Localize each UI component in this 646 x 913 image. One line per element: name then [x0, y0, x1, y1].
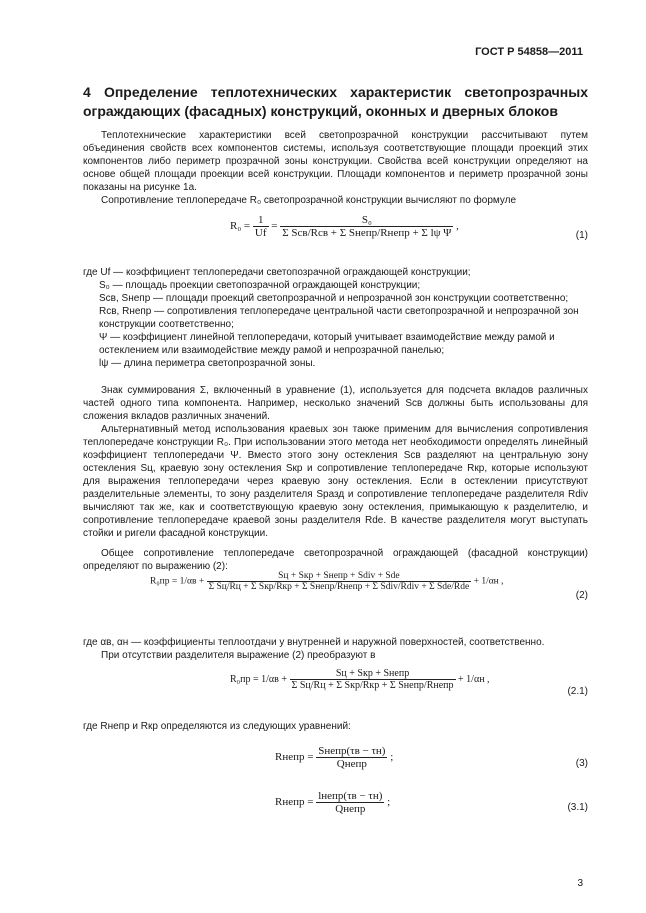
equation-number: (3.1) — [567, 802, 588, 813]
section-title: 4 Определение теплотехнических характеристик светопрозрачных ограждающих (фасадных) конструкций, оконных и дверных блоков — [83, 84, 588, 119]
fraction: $\frac{1}{Uf}$ — [254, 214, 267, 239]
definition-item: Rсв, Rнепр — сопротивления теплопередаче центральной части светопрозрачной и непрозрачной зон конструкции соответственно; — [99, 306, 579, 330]
definition-item: S₀ — площадь проекции светопозрачной ограждающей конструкции; — [99, 280, 421, 291]
equation-number: (2.1) — [567, 686, 588, 697]
fraction: $\frac{\text{lнепр(τв − τн)}}{\text{Qнепр}}$ — [318, 790, 383, 815]
definition-item: lψ — длина периметра светопрозрачной зоны. — [99, 358, 316, 369]
fraction: Sц + Sкр + Sнепр + Sdiv + Sde Σ Sц/Rц + Σ Sкр/Rкр + Σ Sнепр/Rнепр + Σ Sdiv/Rdiv + Σ Sde/Rde — [208, 571, 470, 592]
definition-item: Sсв, Sнепр — площади проекций светопрозрачной и непрозрачной зон конструкции соответственно; — [99, 293, 569, 304]
definitions-list — [83, 266, 588, 370]
equation-2-1: R₀пр = 1/αв + $\frac{\text{Sц + Sкр + Sнепр}}{\text{Σ Sц/Rц + Σ Sкр/Rкр + Σ Sнепр/Rнепр}}$ + 1/αн , — [230, 668, 490, 691]
equation-3: Rнепр = $\frac{\text{Sнепр(τв − τн)}}{\text{Qнепр}}$ ; — [275, 745, 394, 770]
fraction: $\frac{\text{Sц + Sкр + Sнепр}}{\text{Σ Sц/Rц + Σ Sкр/Rкр + Σ Sнепр/Rнепр}}$ — [291, 668, 454, 691]
paragraph: Альтернативный метод использования краевых зон также применим для вычисления сопротивления теплопередаче конструкции R₀. При использовании этого метода нет необходимости определять линейный коэффициент теплопередачи Ψ. Вместо этого зону остекления Sсв разделяют на центральную зону остекления Sц, краевую зону остекления Sкр и сопротивление теплопередаче Rкр, которые используют для выражения теплопередачи через краевую зону остекления. Если в остеклении присутствуют разделительные элементы, то зону разделителя Sразд и сопротивление теплопередаче разделителя Rdiv вычисляют так же, как и соответствующую краевую зону остекления, примыкающую к разделителю, и сопротивление теплопередаче краевой зоны разделителя Rde. В качестве разделителя могут выступать стойки и ригели фасадной конструкции. — [83, 424, 588, 539]
paragraph: Теплотехнические характеристики всей светопрозрачной конструкции рассчитывают путем объединения свойств всех компонентов системы, используя соответствующие площади проекций этих компонентов либо периметр прозрачной зоны конструкции. Свойства всей конструкции определяют на основе общей площади проекции всей конструкции. Площади компонентов и периметр прозрачной зоны показаны на рисунке 1а. — [83, 130, 588, 193]
definition-item: Ψ — коэффициент линейной теплопередачи, который учитывает взаимодействие между рамой и остеклением или взаимодействие между рамой и непрозрачной панелью; — [99, 332, 555, 356]
definition-item: где Uf — коэффициент теплопередачи светопозрачной ограждающей конструкции; — [83, 267, 471, 278]
fraction: $\frac{\text{Sнепр(τв − τн)}}{\text{Qнепр}}$ — [318, 745, 386, 770]
paragraph: где Rнепр и Rкр определяются из следующих уравнений: — [83, 721, 351, 732]
document-header: ГОСТ Р 54858—2011 — [475, 46, 583, 58]
equation-3-1: Rнепр = $\frac{\text{lнепр(τв − τн)}}{\text{Qнепр}}$ ; — [275, 790, 391, 815]
paragraph: Знак суммирования Σ, включенный в уравнение (1), используется для подсчета вкладов различных частей одного типа компонента. Например, несколько значений Sсв должны быть использованы для сложения вкладов различных значений. — [83, 385, 588, 422]
paragraph: Общее сопротивление теплопередаче светопрозрачной ограждающей (фасадной конструкции) определяют по выражению (2): — [83, 548, 588, 572]
page-number: 3 — [577, 878, 583, 889]
equation-number: (2) — [575, 590, 588, 601]
paragraph: Сопротивление теплопередаче R₀ светопрозрачной конструкции вычисляют по формуле — [101, 195, 517, 206]
paragraph: где αв, αн — коэффициенты теплоотдачи у внутренней и наружной поверхностей, соответственно. — [83, 637, 545, 648]
equation-1: R₀ = $\frac{1}{Uf}$ = $\frac{\text{S₀}}{\text{Σ Sсв/Rсв + Σ Sнепр/Rнепр + Σ lψ Ψ}}$ , — [230, 214, 459, 239]
equation-2: R₀пр = 1/αв + Sц + Sкр + Sнепр + Sdiv + Sde Σ Sц/Rц + Σ Sкр/Rкр + Σ Sнепр/Rнепр + Σ Sdiv/Rdiv + Σ Sde/Rde + 1/αн , — [150, 571, 504, 592]
paragraph: При отсутствии разделителя выражение (2) преобразуют в — [101, 650, 376, 661]
eq-lhs: R₀ — [230, 220, 242, 233]
equation-number: (1) — [575, 230, 588, 241]
equation-number: (3) — [575, 758, 588, 769]
fraction: $\frac{\text{S₀}}{\text{Σ Sсв/Rсв + Σ Sнепр/Rнепр + Σ lψ Ψ}}$ — [282, 214, 452, 239]
